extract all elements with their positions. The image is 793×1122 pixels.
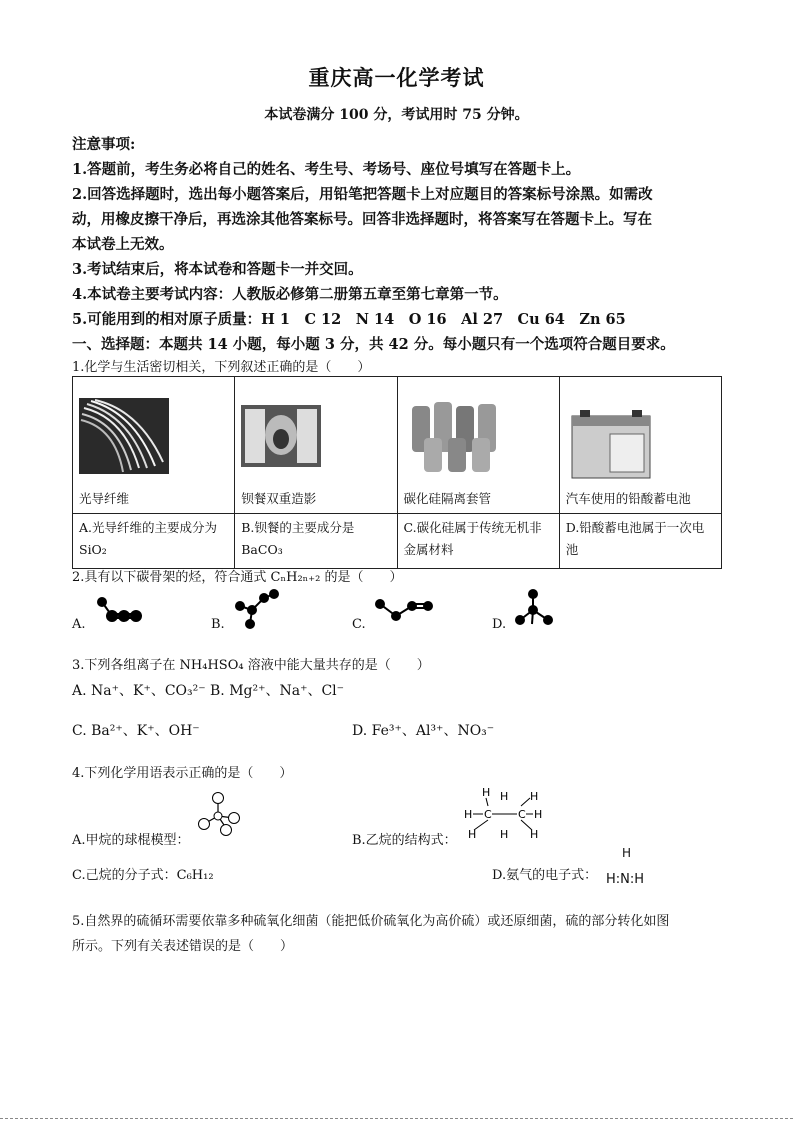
svg-text:H: H bbox=[468, 828, 477, 841]
q1-caption-a: 光导纤维 bbox=[79, 491, 130, 507]
note-line: 2.回答选择题时，选出每小题答案后，用铅笔把答题卡上对应题目的答案标号涂黑。如需改 bbox=[72, 186, 653, 203]
q1-cell-fiber bbox=[73, 377, 235, 514]
ethane-atom-h: H bbox=[464, 808, 473, 821]
q2-option-a: A. bbox=[72, 617, 86, 632]
ethane-atom-c: C bbox=[518, 808, 526, 821]
carbon-skeleton-d-icon bbox=[508, 586, 558, 632]
page-divider bbox=[0, 1118, 793, 1120]
q1-caption-c: 碳化硅隔离套管 bbox=[403, 491, 492, 507]
barium-xray-photo bbox=[241, 390, 321, 482]
note-line: 4.本试卷主要考试内容：人教版必修第二册第五章至第七章第一节。 bbox=[72, 286, 508, 303]
exam-info: 本试卷满分 100 分，考试用时 75 分钟。 bbox=[264, 107, 529, 123]
q2-option-c: C. bbox=[352, 617, 366, 632]
q1-caption-b: 钡餐双重造影 bbox=[241, 491, 317, 507]
q5-stem-line1: 5.自然界的硫循环需要依靠多种硫氧化细菌（能把低价硫氧化为高价硫）或还原细菌，硫的部分转化如图 bbox=[72, 914, 670, 929]
note-line: 3.考试结束后，将本试卷和答题卡一并交回。 bbox=[72, 261, 363, 278]
optical-fiber-photo bbox=[79, 390, 169, 482]
carbon-skeleton-b-icon bbox=[230, 588, 280, 632]
methane-ball-stick-model-icon bbox=[192, 788, 252, 840]
section-heading: 一、选择题：本题共 14 小题，每小题 3 分，共 42 分。每小题只有一个选项符合题目要求。 bbox=[72, 336, 675, 353]
q1-caption-d: 汽车使用的铅酸蓄电池 bbox=[565, 491, 691, 507]
q4-option-b: B.乙烷的结构式： bbox=[352, 833, 457, 848]
note-line: 本试卷上无效。 bbox=[72, 236, 174, 253]
svg-text:H: H bbox=[530, 828, 539, 841]
q4-option-a: A.甲烷的球棍模型： bbox=[72, 833, 190, 848]
q1-option-a: A.光导纤维的主要成分为 SiO₂ bbox=[73, 514, 235, 569]
q3-option-d: D. Fe³⁺、Al³⁺、NO₃⁻ bbox=[352, 723, 495, 739]
page-title: 重庆高一化学考试 bbox=[308, 66, 485, 90]
ethane-atom-h: H bbox=[500, 828, 509, 841]
q2-option-b: B. bbox=[211, 617, 225, 632]
q4-option-d: D.氨气的电子式： bbox=[492, 868, 598, 883]
q1-table bbox=[72, 376, 722, 569]
q2-option-d: D. bbox=[492, 617, 507, 632]
notes-heading: 注意事项: bbox=[72, 136, 136, 153]
q1-cell-battery bbox=[559, 377, 721, 514]
q4-option-c: C.己烷的分子式：C₆H₁₂ bbox=[72, 868, 214, 883]
q5-stem-line2: 所示。下列有关表述错误的是（ ） bbox=[72, 939, 294, 954]
ethane-atom-h: H bbox=[482, 786, 491, 799]
q3-stem: 3.下列各组离子在 NH₄HSO₄ 溶液中能大量共存的是（ ） bbox=[72, 658, 430, 673]
q3-option-a: A. Na⁺、K⁺、CO₃²⁻ bbox=[72, 683, 206, 699]
nh3-electron-formula: H:N:H bbox=[606, 872, 645, 887]
q1-option-c: C.碳化硅属于传统无机非金属材料 bbox=[397, 514, 559, 569]
ethane-atom-h: H bbox=[530, 790, 539, 803]
ethane-atom-c: C bbox=[484, 808, 492, 821]
note-line: 5.可能用到的相对原子质量：H 1 C 12 N 14 O 16 Al 27 Cu 64 Zn 65 bbox=[72, 311, 626, 328]
q2-stem: 2.具有以下碳骨架的烃，符合通式 CₙH₂ₙ₊₂ 的是（ ） bbox=[72, 570, 403, 585]
lead-acid-battery-photo bbox=[566, 410, 656, 482]
sic-sleeve-photo bbox=[404, 390, 514, 482]
carbon-skeleton-c-icon bbox=[372, 596, 438, 628]
q1-option-d: D.铅酸蓄电池属于一次电池 bbox=[559, 514, 721, 569]
note-line: 动，用橡皮擦干净后，再选涂其他答案标号。回答非选择题时，将答案写在答题卡上。写在 bbox=[72, 211, 652, 228]
carbon-skeleton-a-icon bbox=[88, 594, 148, 630]
q3-option-b: B. Mg²⁺、Na⁺、Cl⁻ bbox=[210, 683, 345, 699]
ethane-structural-formula bbox=[460, 784, 550, 844]
q4-stem: 4.下列化学用语表示正确的是（ ） bbox=[72, 766, 293, 781]
nh3-top-h: H bbox=[622, 846, 632, 860]
q3-option-c: C. Ba²⁺、K⁺、OH⁻ bbox=[72, 723, 200, 739]
note-line: 1.答题前，考生务必将自己的姓名、考生号、考场号、座位号填写在答题卡上。 bbox=[72, 161, 581, 178]
q1-stem: 1.化学与生活密切相关，下列叙述正确的是（ ） bbox=[72, 360, 371, 375]
ethane-atom-h: H bbox=[534, 808, 543, 821]
q1-option-b: B.钡餐的主要成分是 BaCO₃ bbox=[235, 514, 397, 569]
ethane-atom-h: H bbox=[500, 790, 509, 803]
q1-cell-barium bbox=[235, 377, 397, 514]
q1-cell-sic bbox=[397, 377, 559, 514]
